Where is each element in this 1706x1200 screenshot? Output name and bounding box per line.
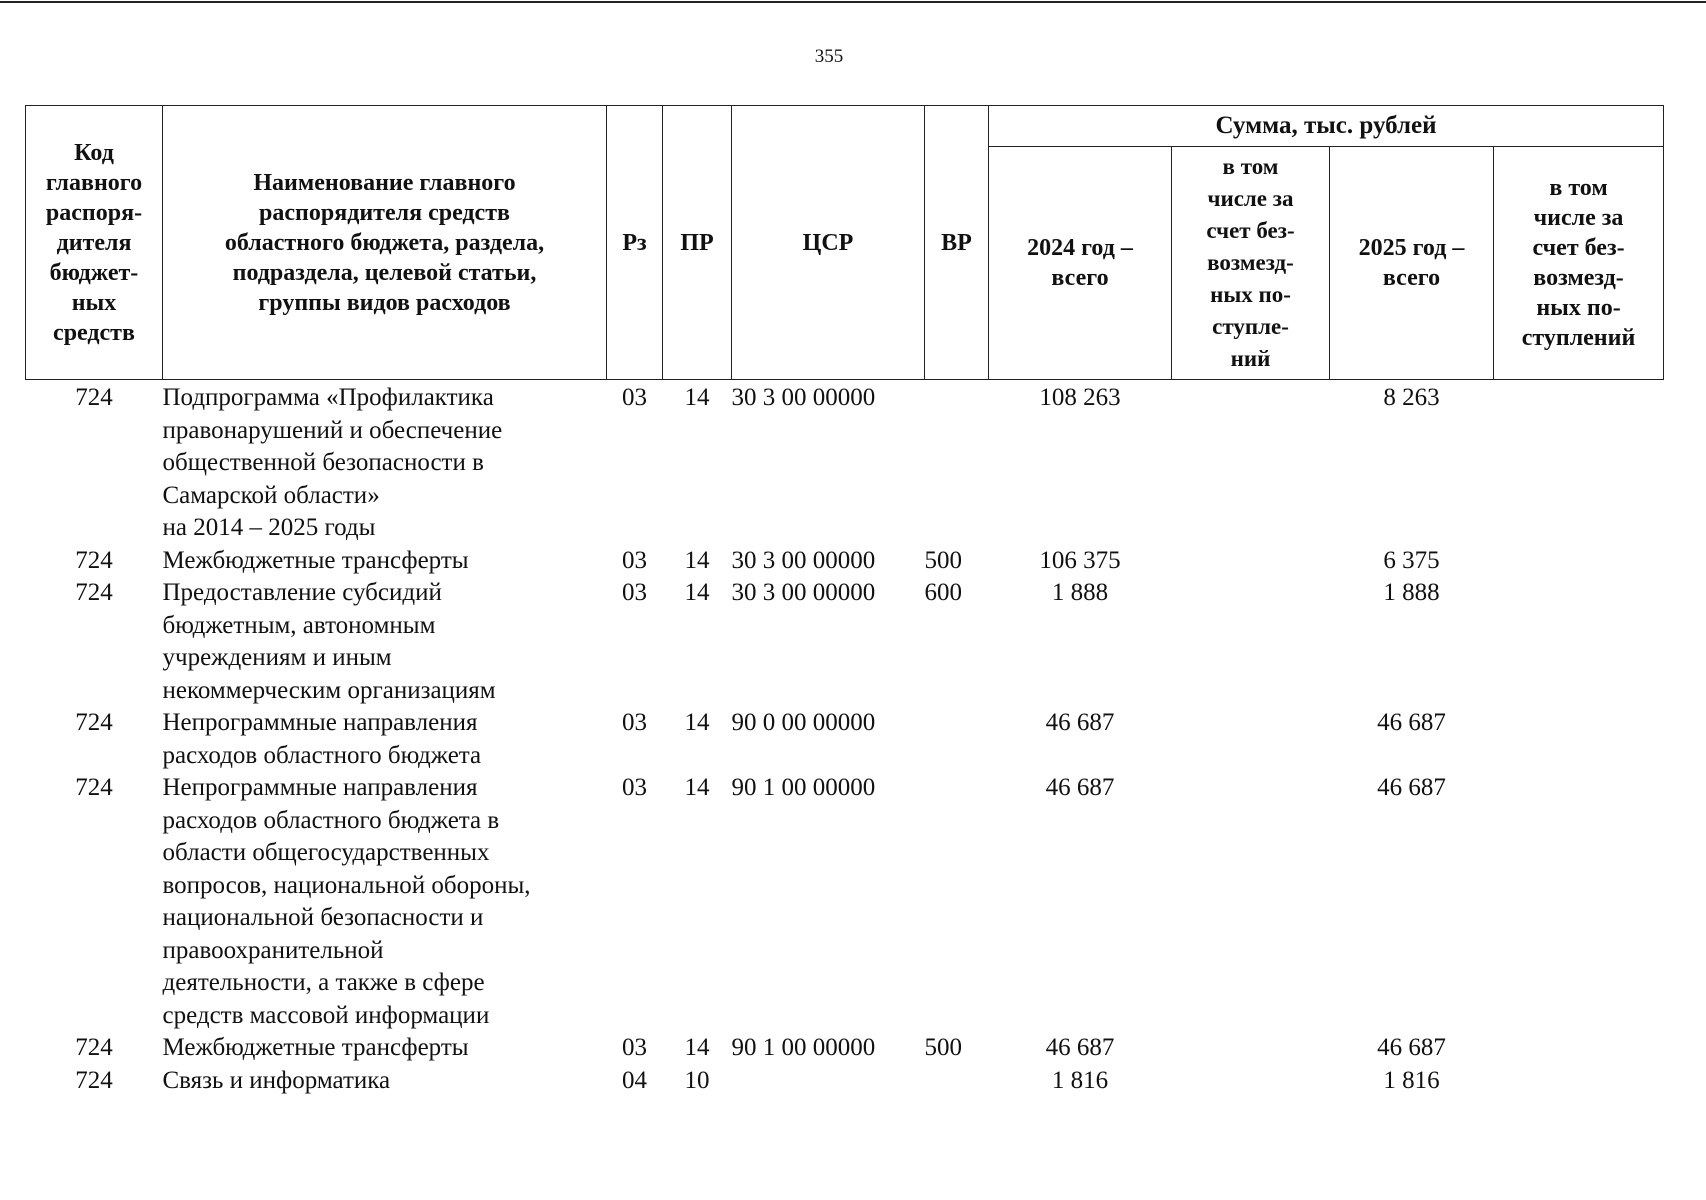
cell-name: Межбюджетные трансферты xyxy=(162,1034,469,1061)
cell-csr: 90 1 00 00000 xyxy=(731,1034,876,1061)
cell-2024-total: 106 375 xyxy=(1039,546,1121,574)
cell-name: Непрограммные направления расходов областного бюджета xyxy=(162,709,482,769)
cell-name: Подпрограмма «Профилактика правонарушений и обеспечение общественной безопасности в Самарской области» на 2014 – 2025 годы xyxy=(162,384,503,541)
cell-vr xyxy=(925,1065,989,1098)
cell-rz: 03 xyxy=(622,546,647,574)
header-2024-total: 2024 год – всего xyxy=(989,147,1172,380)
header-csr: ЦСР xyxy=(732,106,925,380)
table-body xyxy=(26,380,1664,1098)
table-row xyxy=(26,545,1664,578)
budget-table xyxy=(25,105,1664,1097)
cell-code: 724 xyxy=(75,579,113,606)
page-number: 355 xyxy=(814,46,844,67)
cell-vr xyxy=(925,707,989,772)
header-code: Код главного распоря- дителя бюджет- ных средств xyxy=(26,106,163,380)
cell-2024-total: 46 687 xyxy=(1045,709,1115,736)
cell-pr: 14 xyxy=(684,579,710,606)
cell-code: 724 xyxy=(75,1034,113,1061)
cell-2025-total: 8 263 xyxy=(1383,384,1440,411)
cell-2025-total: 46 687 xyxy=(1377,1034,1446,1061)
header-pr: ПР xyxy=(663,106,732,380)
cell-2024-total: 1 888 xyxy=(1051,579,1109,606)
table-header xyxy=(26,106,1664,380)
cell-vr: 500 xyxy=(924,546,962,574)
cell-2024-total: 1 816 xyxy=(1051,1066,1109,1094)
cell-code: 724 xyxy=(75,1066,113,1094)
cell-vr xyxy=(925,380,989,545)
cell-pr: 14 xyxy=(684,1034,710,1061)
cell-pr: 14 xyxy=(684,774,710,801)
cell-pr: 14 xyxy=(684,384,710,411)
cell-2025-gratuitous xyxy=(1494,545,1664,578)
cell-2025-gratuitous xyxy=(1494,1032,1664,1065)
cell-2025-gratuitous xyxy=(1494,1065,1664,1098)
cell-csr xyxy=(732,1065,925,1098)
cell-csr: 90 1 00 00000 xyxy=(731,774,876,801)
table-row xyxy=(26,380,1664,545)
table-row xyxy=(26,577,1664,707)
cell-2025-gratuitous xyxy=(1494,707,1664,772)
cell-code: 724 xyxy=(75,774,113,801)
cell-2025-total: 46 687 xyxy=(1377,774,1446,801)
cell-2024-gratuitous xyxy=(1172,577,1330,707)
cell-2024-gratuitous xyxy=(1172,545,1330,578)
cell-rz: 03 xyxy=(622,579,647,606)
table-row xyxy=(26,1032,1664,1065)
header-rz: Рз xyxy=(607,106,663,380)
cell-rz: 03 xyxy=(622,384,647,411)
cell-rz: 03 xyxy=(622,774,647,801)
cell-2024-total: 46 687 xyxy=(1045,1034,1115,1061)
cell-2024-gratuitous xyxy=(1172,707,1330,772)
header-vr: ВР xyxy=(925,106,989,380)
cell-2025-gratuitous xyxy=(1494,577,1664,707)
cell-name: Межбюджетные трансферты xyxy=(162,546,469,574)
cell-2025-gratuitous xyxy=(1494,772,1664,1032)
cell-code: 724 xyxy=(75,546,113,574)
cell-vr: 500 xyxy=(924,1034,962,1061)
table-row xyxy=(26,1065,1664,1098)
cell-csr: 90 0 00 00000 xyxy=(731,709,876,736)
cell-2024-total: 46 687 xyxy=(1045,774,1115,801)
cell-2025-gratuitous xyxy=(1494,380,1664,545)
cell-csr: 30 3 00 00000 xyxy=(731,579,876,606)
header-2025-total: 2025 год – всего xyxy=(1330,147,1494,380)
cell-rz: 04 xyxy=(622,1066,647,1094)
cell-name: Связь и информатика xyxy=(162,1066,391,1094)
header-2025-gratuitous: в том числе за счет без- возмезд- ных по- ступлений xyxy=(1494,147,1664,380)
header-2024-gratuitous: в том числе за счет без- возмезд- ных по- ступле- ний xyxy=(1172,147,1330,380)
cell-name: Непрограммные направления расходов областного бюджета в области общегосударственных вопросов, национальной обороны, национальной безопасности и правоохранительной деятельности, а также в сфере средств массовой информации xyxy=(162,774,531,1029)
cell-pr: 14 xyxy=(684,546,710,574)
cell-2024-gratuitous xyxy=(1172,772,1330,1032)
cell-2024-total: 108 263 xyxy=(1039,384,1121,411)
header-sum-title: Сумма, тыс. рублей xyxy=(989,106,1664,147)
top-border-line xyxy=(0,1,1706,3)
cell-pr: 14 xyxy=(684,709,710,736)
cell-rz: 03 xyxy=(622,1034,647,1061)
cell-2025-total: 6 375 xyxy=(1383,546,1440,574)
table-row xyxy=(26,707,1664,772)
cell-csr: 30 3 00 00000 xyxy=(731,546,876,574)
cell-rz: 03 xyxy=(622,709,647,736)
header-name: Наименование главного распорядителя средств областного бюджета, раздела, подраздела, целевой статьи, группы видов расходов xyxy=(163,106,607,380)
cell-code: 724 xyxy=(75,384,113,411)
table-row xyxy=(26,772,1664,1032)
cell-pr: 10 xyxy=(684,1066,710,1094)
cell-2024-gratuitous xyxy=(1172,1065,1330,1098)
cell-2025-total: 46 687 xyxy=(1377,709,1446,736)
cell-2025-total: 1 816 xyxy=(1383,1066,1440,1094)
cell-name: Предоставление субсидий бюджетным, автономным учреждениям и иным некоммерческим организациям xyxy=(162,579,496,704)
cell-2025-total: 1 888 xyxy=(1383,579,1440,606)
cell-csr: 30 3 00 00000 xyxy=(731,384,876,411)
cell-vr: 600 xyxy=(924,579,962,606)
cell-vr xyxy=(925,772,989,1032)
cell-code: 724 xyxy=(75,709,113,736)
cell-2024-gratuitous xyxy=(1172,1032,1330,1065)
cell-2024-gratuitous xyxy=(1172,380,1330,545)
